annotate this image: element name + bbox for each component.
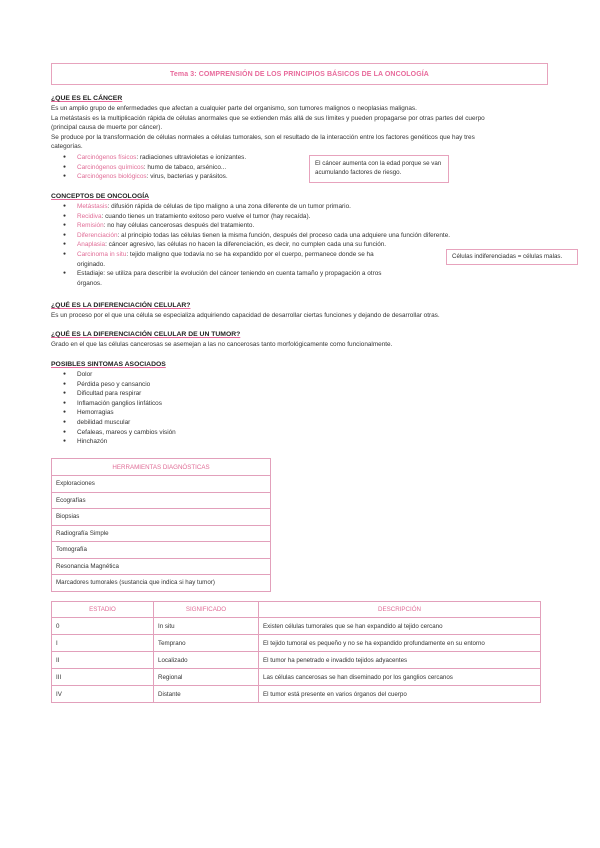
- conceptos-heading: CONCEPTOS DE ONCOLOGÍA: [51, 193, 150, 200]
- text-line: categorías.: [51, 143, 83, 151]
- que-es-heading: ¿QUE ES EL CÁNCER: [51, 95, 123, 102]
- herramientas-table: [51, 458, 271, 592]
- table-cell: Biopsias: [52, 509, 271, 526]
- table-cell: II: [52, 652, 154, 669]
- table-header: HERRAMIENTAS DIAGNÓSTICAS: [52, 459, 271, 476]
- table-row: [52, 669, 541, 686]
- table-cell: Localizado: [154, 652, 259, 669]
- list-item: ● Pérdida peso y cansancio: [51, 380, 311, 390]
- diferenciacion-text: Es un proceso por el que una célula se especializa adquiriendo capacidad de desarrollar ciertas funciones y dejando de desarrollar otras.: [51, 312, 440, 319]
- table-cell: Ecografías: [52, 492, 271, 509]
- table-cell: Las células cancerosas se han diseminado por los ganglios cercanos: [259, 669, 541, 686]
- table-header: ESTADIO: [52, 602, 154, 618]
- table-cell: IV: [52, 686, 154, 703]
- list-item: ● Hinchazón: [51, 437, 311, 447]
- table-cell: In situ: [154, 618, 259, 635]
- table-cell: El tumor ha penetrado e invadido tejidos adyacentes: [259, 652, 541, 669]
- text-line: (principal causa de muerte por cáncer).: [51, 124, 163, 132]
- list-item: ● Metástasis: difusión rápida de células de tipo maligno a una zona diferente de un tumor primario.: [51, 202, 471, 212]
- table-cell: Radiografía Simple: [52, 525, 271, 542]
- table-cell: Marcadores tumorales (sustancia que indica si hay tumor): [52, 575, 271, 592]
- text-line: Se produce por la transformación de células normales a células tumorales, son el resultado de la interacción entre los factores genéticos que hay tres: [51, 133, 475, 141]
- que-es-text: [51, 104, 551, 152]
- list-item: ● debilidad muscular: [51, 418, 311, 428]
- table-row: [52, 652, 541, 669]
- dif-tumor-heading: ¿QUÉ ES LA DIFERENCIACIÓN CELULAR DE UN TUMOR?: [51, 331, 241, 338]
- list-item: ● Carcinógenos biológicos: virus, bacterias y parásitos.: [51, 172, 311, 182]
- text-line: originado.: [77, 260, 106, 268]
- note-edad: El cáncer aumenta con la edad porque se van acumulando factores de riesgo.: [309, 155, 449, 183]
- text-line: La metástasis es la multiplicación rápida de células anormales que se extienden más allá de sus límites y pueden propagarse por otras partes del cuerpo: [51, 114, 485, 122]
- table-cell: III: [52, 669, 154, 686]
- list-item: ● Carcinoma in situ: tejido maligno que todavía no se ha expandido por el cuerpo, permanece donde se ha: [51, 250, 471, 260]
- list-item: ● Cefaleas, mareos y cambios visión: [51, 428, 311, 438]
- list-item: ● Diferenciación: al principio todas las células tienen la misma función, después del proceso cada una adquiere una función diferente.: [51, 231, 471, 241]
- table-cell: Tomografía: [52, 542, 271, 559]
- table-cell: Regional: [154, 669, 259, 686]
- table-cell: El tejido tumoral es pequeño y no se ha expandido profundamente en su entorno: [259, 635, 541, 652]
- list-item: ● Carcinógenos físicos: radiaciones ultravioletas e ionizantes.: [51, 153, 311, 163]
- estadios-table: [51, 601, 541, 703]
- list-item: ● Recidiva: cuando tienes un tratamiento exitoso pero vuelve el tumor (hay recaída).: [51, 212, 471, 222]
- table-cell: 0: [52, 618, 154, 635]
- list-item: ● Carcinógenos químicos: humo de tabaco, arsénico...: [51, 163, 311, 173]
- table-cell: Existen células tumorales que se han expandido al tejido cercano: [259, 618, 541, 635]
- table-cell: I: [52, 635, 154, 652]
- table-row: [52, 618, 541, 635]
- table-cell: Distante: [154, 686, 259, 703]
- list-item: ● Hemorragias: [51, 408, 311, 418]
- list-item: ● Inflamación ganglios linfáticos: [51, 399, 311, 409]
- table-cell: Temprano: [154, 635, 259, 652]
- table-cell: Resonancia Magnética: [52, 558, 271, 575]
- list-item: ● Estadiaje: se utiliza para describir la evolución del cáncer teniendo en cuenta tamaño y propagación a otros: [51, 269, 471, 279]
- table-header: SIGNIFICADO: [154, 602, 259, 618]
- conceptos-list: [51, 202, 471, 288]
- list-item: ● Remisión: no hay células cancerosas después del tratamiento.: [51, 221, 471, 231]
- carcinogenos-list: [51, 153, 311, 182]
- table-cell: El tumor está presente en varios órganos del cuerpo: [259, 686, 541, 703]
- sintomas-list: [51, 370, 311, 447]
- list-item: ● Anaplasia: cáncer agresivo, las células no hacen la diferenciación, es decir, no cumplen cada una su función.: [51, 240, 471, 250]
- table-row: [52, 686, 541, 703]
- list-item: ● Dificultad para respirar: [51, 389, 311, 399]
- sintomas-heading: POSIBLES SINTOMAS ASOCIADOS: [51, 361, 166, 368]
- text-line: Es un amplio grupo de enfermedades que afectan a cualquier parte del organismo, son tumores malignos o neoplasias malignas.: [51, 105, 417, 112]
- table-header: DESCRIPCIÓN: [259, 602, 541, 618]
- table-cell: Exploraciones: [52, 476, 271, 493]
- list-item: ● Dolor: [51, 370, 311, 380]
- note-indiferenciadas: Células indiferenciadas = células malas.: [446, 249, 578, 265]
- table-row: [52, 635, 541, 652]
- text-line: órganos.: [77, 279, 102, 287]
- title-box: [51, 63, 548, 85]
- page-title: Tema 3: COMPRENSIÓN DE LOS PRINCIPIOS BÁSICOS DE LA ONCOLOGÍA: [170, 70, 429, 78]
- dif-tumor-text: Grado en el que las células cancerosas se asemejan a las no cancerosas tanto morfológicamente como funcionalmente.: [51, 341, 393, 348]
- diferenciacion-heading: ¿QUÉ ES LA DIFERENCIACIÓN CELULAR?: [51, 302, 191, 309]
